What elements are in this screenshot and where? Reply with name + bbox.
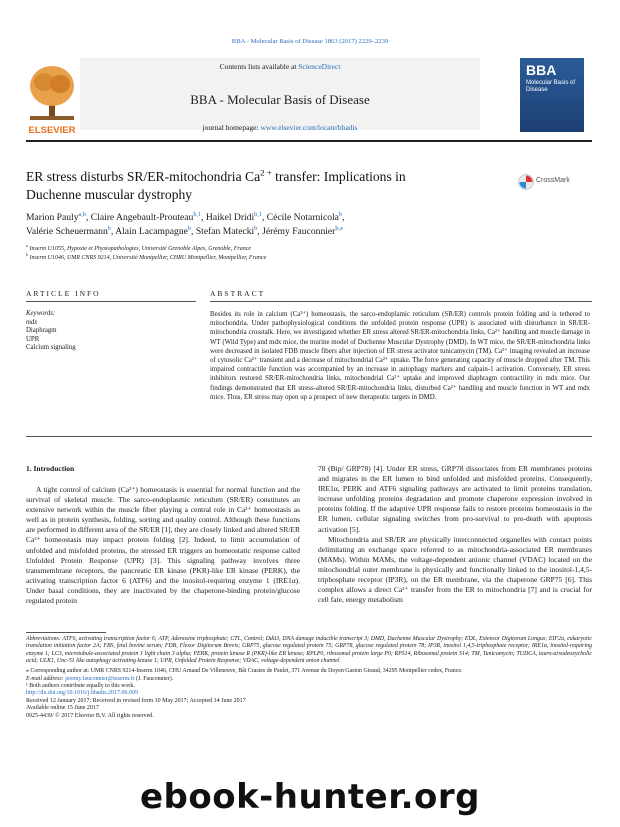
footnote-rule — [26, 632, 106, 633]
homepage-link[interactable]: www.elsevier.com/locate/bbadis — [260, 123, 358, 132]
intro-paragraph: A tight control of calcium (Ca²⁺) homeostasis is essential for normal function and the survival of skeletal muscle. The sarco-endoplasmic reticulum (SR/ER) constitutes an extensive network within the muscle fiber playing a central role in Ca²⁺ homeostasis as well as in protein synthesis, folding, sorting and quality control. Although these functions are performed in different area of the SR/ER [1], they are closely linked and altered SR/ER Ca²⁺ homeostasis may impact protein folding [2]. Indeed, to limit accumulation of unfolded and misfolded proteins, the stressed ER triggers an homeostatic response called Unfolded Protein Response (UPR) [3]. This signaling pathway involves three transmembrane receptors, the pancreatic ER kinase (PKR)-like ER kinase (PERK), the activating transcription factor 6 (ATF6) and the inositol-requiring enzyme 1 (IRE1α). Under basal conditions, they are inactivated by the chaperone-binding protein/glucose regulated protein — [26, 485, 300, 606]
keyword: Diaphragm — [26, 327, 57, 335]
article-title: ER stress disturbs SR/ER-mitochondria $Ca^{2 +}$ transfer: Implications in Duchenne muscular dystrophy — [26, 167, 406, 202]
sciencedirect-link[interactable]: ScienceDirect — [298, 62, 341, 71]
author[interactable]: Marion Pauly$^{a,b}$ — [26, 210, 86, 223]
author[interactable]: Claire Angebault-Prouteau$^{b,1}$ — [90, 210, 202, 223]
cover-subtitle: Molecular Basis of Disease — [526, 80, 576, 93]
journal-cover — [520, 58, 584, 132]
homepage-line: journal homepage: www.elsevier.com/locate/bbadis — [202, 123, 358, 132]
abstract-text: Besides its role in calcium (Ca²⁺) homeostasis, the sarco-endoplamic reticulum (SR/ER) controls protein folding and is tethered to mitochondria. Under pathophysiological conditions the unfolded protein response (UPR) is associated with disturbance in SR/ER-mitochondria crosstalk. Here, we investigated whether ER stress altered SR/ER-mitochondria links, Ca²⁺ handling and muscle damage in WT (Wild Type) and mdx mice, the murine model of Duchenne Muscular Dystrophy (DMD). In WT mice, the SR/ER-mitochondria links were decreased in isolated FDB muscle fibers after injection of ER stress activator tunicamycin (TM). Ca²⁺ imaging revealed an increase of cytosolic Ca²⁺ transient and a decrease of mitochondrial Ca²⁺ uptake. The force generating capacity of muscle dropped after TM. This impaired contractile function was accompanied by an increase in autophagy markers and calpain-1 activation. Conversely, ER stress inhibitors restored SR/ER-mitochondria links, mitochondrial Ca²⁺ uptake and improved diaphragm contractility in mdx mice. Our findings demonstrated that ER stress-altered SR/ER-mitochondria links, disturbed Ca²⁺ handling and muscle function in WT and mdx mice. Thus, ER stress may open up a prospect of new therapeutic targets in DMD. — [210, 311, 590, 401]
crossmark-badge[interactable] — [518, 172, 578, 192]
corresponding-author-footnote: ⁎ Corresponding author at: UMR CNRS 9214-Inserm 1046, CHU Arnaud De Villeneuve, Bât Crastes de Paulet, 371 Avenue du Doyen Gaston Giraud, 34295 Montpellier cedex, France. — [26, 668, 463, 674]
affiliation-b: $^b$ Inserm U1046, UMR CNRS 9214, Université Montpellier, CHRU Montpellier, Montpellier, France — [26, 253, 267, 261]
equal-contribution-footnote: ¹ Both authors contribute equally to this work. — [26, 683, 135, 689]
tree-icon — [26, 60, 78, 124]
cover-title: BBA — [526, 62, 557, 78]
contents-line: Contents lists available at ScienceDirect — [219, 62, 341, 71]
article-info-rule — [26, 301, 196, 302]
author[interactable]: Stefan Matecki$^b$ — [195, 224, 258, 237]
keyword: mdx — [26, 318, 38, 326]
online-date: Available online 15 June 2017 — [26, 705, 99, 712]
abstract-heading: ABSTRACT — [210, 289, 266, 298]
author[interactable]: Valérie Scheuermann$^b$ — [26, 224, 111, 237]
intro-paragraph: 78 (Bip/ GRP78) [4]. Under ER stress, GRP78 dissociates from ER membranes proteins and migrates in the ER lumen to bind unfolded and misfolded proteins. Consequently, IRE1α, PERK and ATF6 signaling pathways are activated to limit proteins translation, increase unfolding proteins degradation and promote chaperone expression involved in proteins folding. If the adaptive UPR response fails to restore proteins homeostasis in the ER lumen, cellular signaling switches from pro-survival to pro-death with apoptosis activation [5]. — [318, 464, 592, 534]
abbreviations-footnote: Abbreviations: ATF6, activating transcription factor 6; ATP, Adenosine triphosphate; CTL, Control; Ddit3, DNA damage inducible transcript 3; DMD, Duchenne Muscular Dystrophy; EDL, Extensor Digitorum Longus; EIF2α, eukaryotic translation initiation factor 2A; FBS, fetal bovine serum; FDB, Flexor Digitorum Brevis; GRP75, glucose regulated protein 75; GRP78, glucose regulated protein 78; IP3R, inositol 1,4,5-triphosphate receptor; IRE1α, inositol-requiring enzyme 1; LC3, microtubule-associated protein 1 light chain 3 alpha; PERK, protein kinase R (PKR)-like ER kinase; RPLP0, ribosomal protein large P0; RPS14, Ribosomal protein S14; TM, Tunicamycin; TUDCA, tauro-ursodeoxycholic acid; ULK1, Unc-51 like autophagy activating kinase 1; UPR, Unfolded Protein Response; VDAC, voltage-dependent anion channel — [26, 636, 592, 665]
history-dates: Received 12 January 2017; Received in revised form 10 May 2017; Accepted 14 June 2017 — [26, 697, 246, 704]
elsevier-wordmark: ELSEVIER — [28, 125, 76, 136]
keyword: UPR — [26, 335, 40, 343]
crossmark-icon — [518, 174, 534, 190]
intro-right-column — [318, 464, 592, 605]
header-rule — [26, 140, 592, 142]
author[interactable]: Haikel Dridi$^{b,1}$ — [205, 210, 262, 223]
intro-left-column — [26, 485, 300, 606]
running-header[interactable]: BBA - Molecular Basis of Disease 1863 (2017) 2229–2239 — [231, 38, 389, 45]
affiliation-a: $^a$ Inserm U1055, Hypoxie et Physiopathologies, Université Grenoble Alpes, Grenoble, France — [26, 244, 252, 252]
keywords-label: Keywords: — [26, 310, 56, 317]
abstract-rule — [210, 301, 592, 302]
elsevier-logo — [26, 60, 78, 136]
author[interactable]: Jérémy Fauconnier$^{b,⁎}$ — [262, 224, 344, 237]
journal-name: BBA - Molecular Basis of Disease — [190, 92, 370, 107]
watermark: ebook-hunter.org — [139, 777, 481, 817]
doi-link[interactable]: http://dx.doi.org/10.1016/j.bbadis.2017.06.009 — [26, 690, 139, 696]
crossmark-label: CrossMark — [536, 177, 570, 184]
introduction-heading: 1. Introduction — [26, 464, 75, 473]
keywords-block — [26, 310, 196, 353]
author[interactable]: Alain Lacampagne$^b$ — [115, 224, 192, 237]
publication-info — [26, 690, 286, 720]
article-info-heading: ARTICLE INFO — [26, 289, 101, 298]
abstract-bottom-rule — [26, 436, 592, 437]
email-footnote: E-mail address: jeremy.fauconnier@inserm.fr (J. Fauconnier). — [26, 676, 174, 682]
email-link[interactable]: jeremy.fauconnier@inserm.fr — [65, 676, 135, 682]
intro-paragraph: Mitochondria and SR/ER are physically interconnected organelles with contact points delimitating an exchange space referred to as mitochondria-associated ER membranes (MAMs). Within MAMs, the voltage-dependent anionic channel (VDAC) located on the mitochondrial outer membrane is physically and functionally linked to the inositol-1,4,5-triphosphate receptor (IP3R), on the ER membrane, via the chaperone GRP75 [6]. This complex allows a direct Ca²⁺ transfer from the ER to mitochondria [7] and is crucial for cell fate, energy metabolism — [318, 534, 592, 605]
author-list: Marion Pauly$^{a,b}$, Claire Angebault-Prouteau$^{b,1}$, Haikel Dridi$^{b,1}$, Cécile Notarnicola$^b$, Valérie Scheuermann$^b$, Alain Lacampagne$^b$, Stefan Matecki$^b$, Jérémy Fauconnier$^{b,⁎}$ — [26, 210, 345, 237]
keyword: Calcium signaling — [26, 344, 76, 352]
author[interactable]: Cécile Notarnicola$^b$ — [266, 210, 343, 223]
copyright: 0925-4439/ © 2017 Elsevier B.V. All rights reserved. — [26, 712, 154, 719]
